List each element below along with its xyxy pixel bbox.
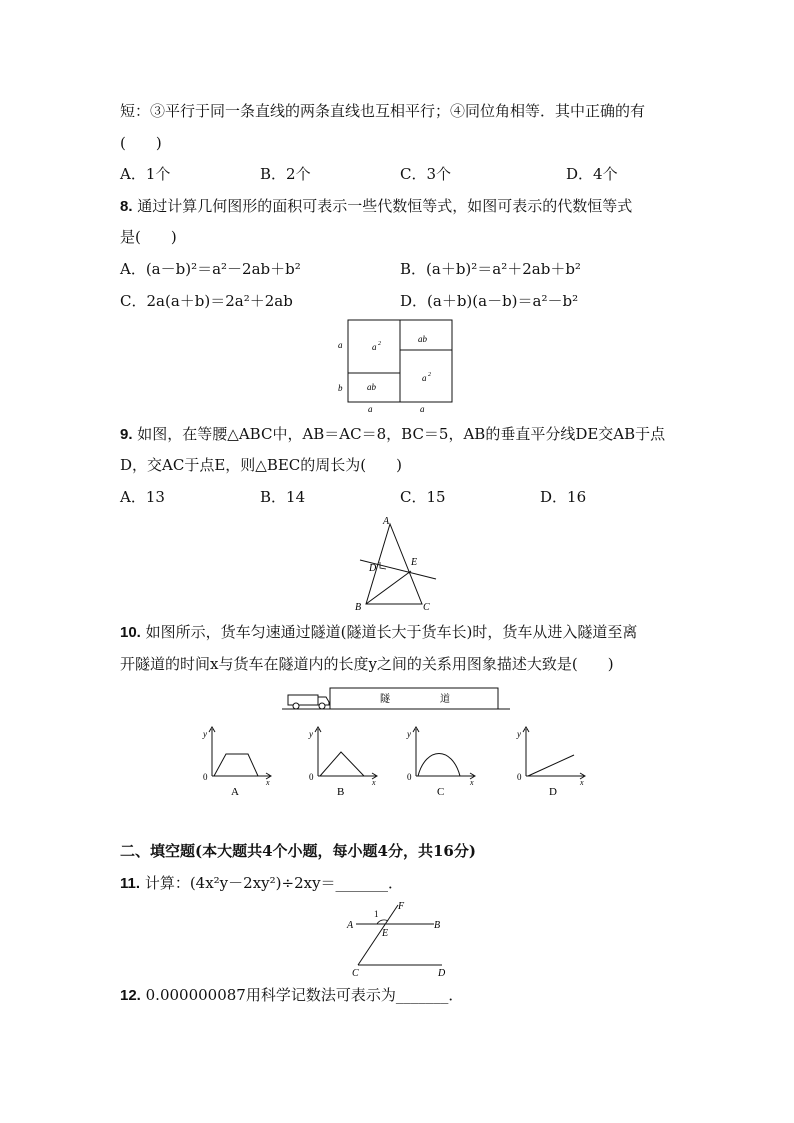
q10-graph-c-y-label: y: [407, 729, 411, 739]
q10-graph-d: [512, 724, 594, 798]
q12-stem: [120, 985, 463, 1006]
q9-triangle-figure: [350, 512, 445, 612]
q8-cell-br-sup: 2: [428, 372, 431, 378]
q10-tunnel-figure: [282, 683, 514, 713]
q8-option-d: D．(a＋b)(a－b)＝a²－b²: [400, 292, 579, 310]
q10-graph-a-curve: [214, 754, 258, 776]
q10-stem-line2: 开隧道的时间x与货车在隧道内的长度y之间的关系用图象描述大致是( ): [120, 655, 614, 673]
q10-graph-b-y-label: y: [309, 729, 313, 739]
q12-text: 0.000000087用科学记数法可表示为_______．: [145, 986, 464, 1004]
q10-graph-d-y-label: y: [517, 729, 521, 739]
q10-graph-a: [198, 724, 280, 798]
q11-parallel-figure: [342, 897, 454, 979]
q10-graph-d-x-label: x: [580, 778, 584, 787]
q9-label-b: B: [355, 602, 362, 612]
q7-option-d: D．4个: [566, 165, 618, 183]
q9-stem-line1: [120, 424, 665, 445]
q8-left-b: b: [338, 383, 343, 393]
q10-graph-a-origin: 0: [203, 772, 208, 782]
q10-graph-b-origin: 0: [309, 772, 314, 782]
q9-label-e: E: [411, 557, 418, 568]
q7-answer-paren: ( ): [120, 134, 162, 152]
q10-graph-a-caption: A: [231, 786, 239, 798]
q8-stem-line1: [120, 196, 632, 217]
q10-graph-a-x-label: x: [266, 778, 270, 787]
q11-label-f: F: [398, 901, 405, 912]
q9-option-d: D．16: [540, 488, 587, 506]
q10-tunnel-char1: 隧: [380, 694, 390, 705]
q10-graph-c-x-label: x: [470, 778, 474, 787]
q9-stem-line2: D，交AC于点E，则△BEC的周长为( ): [120, 456, 402, 474]
q8-cell-tl-sup: 2: [378, 341, 381, 347]
q10-graph-a-y-label: y: [203, 729, 207, 739]
q8-text1: 通过计算几何图形的面积可表示一些代数恒等式，如图可表示的代数恒等式: [137, 197, 633, 215]
q10-truck-wheel-rear: [293, 703, 299, 709]
q9-option-c: C．15: [400, 488, 446, 506]
q8-bottom-a1: a: [368, 404, 373, 414]
q10-tunnel: [330, 688, 498, 709]
q11-number: 11.: [120, 875, 141, 892]
q7-option-b: B．2个: [260, 165, 311, 183]
q8-cell-tl: a: [372, 342, 377, 352]
q9-segment-be: [366, 571, 411, 604]
q12-number: 12.: [120, 987, 141, 1004]
q10-graph-b-x-label: x: [372, 778, 376, 787]
section-fill-in-title: 二、填空题(本大题共4个小题，每小题4分，共16分): [120, 842, 476, 860]
q9-text1: 如图，在等腰△ABC中，AB＝AC＝8，BC＝5，AB的垂直平分线DE交AB于点: [137, 425, 666, 443]
q10-graph-b-caption: B: [337, 786, 345, 798]
q8-cell-br: a: [422, 373, 427, 383]
q8-area-figure: [330, 314, 460, 416]
q11-stem: [120, 873, 403, 894]
q11-label-e: E: [382, 928, 389, 939]
q10-text1: 如图所示，货车匀速通过隧道(隧道长大于货车长)时，货车从进入隧道至离: [145, 623, 638, 641]
q10-number: 10.: [120, 624, 141, 641]
q7-option-c: C．3个: [400, 165, 452, 183]
q10-graph-d-caption: D: [549, 786, 557, 798]
q8-number: 8.: [120, 198, 133, 215]
q8-option-c: C．2a(a＋b)＝2a²＋2ab: [120, 292, 293, 310]
q10-graph-b-curve: [320, 752, 364, 776]
q10-truck-body: [288, 695, 318, 705]
q9-label-d: D: [369, 563, 377, 574]
q10-graph-c-origin: 0: [407, 772, 412, 782]
q8-cell-tr: ab: [418, 334, 427, 344]
q11-label-c: C: [352, 968, 359, 979]
q8-left-a: a: [338, 340, 343, 350]
q9-number: 9.: [120, 426, 133, 443]
q10-graph-c-caption: C: [437, 786, 445, 798]
q8-stem-line2: 是( ): [120, 228, 177, 246]
q10-graph-b: [304, 724, 386, 798]
q9-label-c: C: [423, 602, 430, 612]
q10-graph-c: [402, 724, 484, 798]
q10-truck-wheel-front: [319, 703, 325, 709]
q8-option-b: B．(a＋b)²＝a²＋2ab＋b²: [400, 260, 581, 278]
q8-bottom-a2: a: [420, 404, 425, 414]
q10-tunnel-char2: 道: [440, 694, 450, 705]
q9-option-b: B．14: [260, 488, 306, 506]
q10-graph-d-origin: 0: [517, 772, 522, 782]
q11-label-b: B: [434, 920, 441, 931]
q11-text: 计算：(4x²y－2xy²)÷2xy＝_______．: [144, 874, 404, 892]
q8-cell-bl: ab: [367, 382, 376, 392]
q7-option-a: A．1个: [120, 165, 171, 183]
q10-stem-line1: [120, 622, 637, 643]
q10-graph-d-curve: [528, 755, 574, 776]
q8-option-a: A．(a－b)²＝a²－2ab＋b²: [120, 260, 301, 278]
q7-continuation: 短：③平行于同一条直线的两条直线也互相平行；④同位角相等．其中正确的有: [120, 102, 646, 120]
q11-label-d: D: [438, 968, 446, 979]
q11-label-a: A: [347, 920, 354, 931]
q9-option-a: A．13: [120, 488, 165, 506]
q11-angle-1: 1: [374, 909, 379, 919]
q9-label-a: A: [383, 516, 390, 527]
q10-graph-c-curve: [418, 754, 460, 777]
